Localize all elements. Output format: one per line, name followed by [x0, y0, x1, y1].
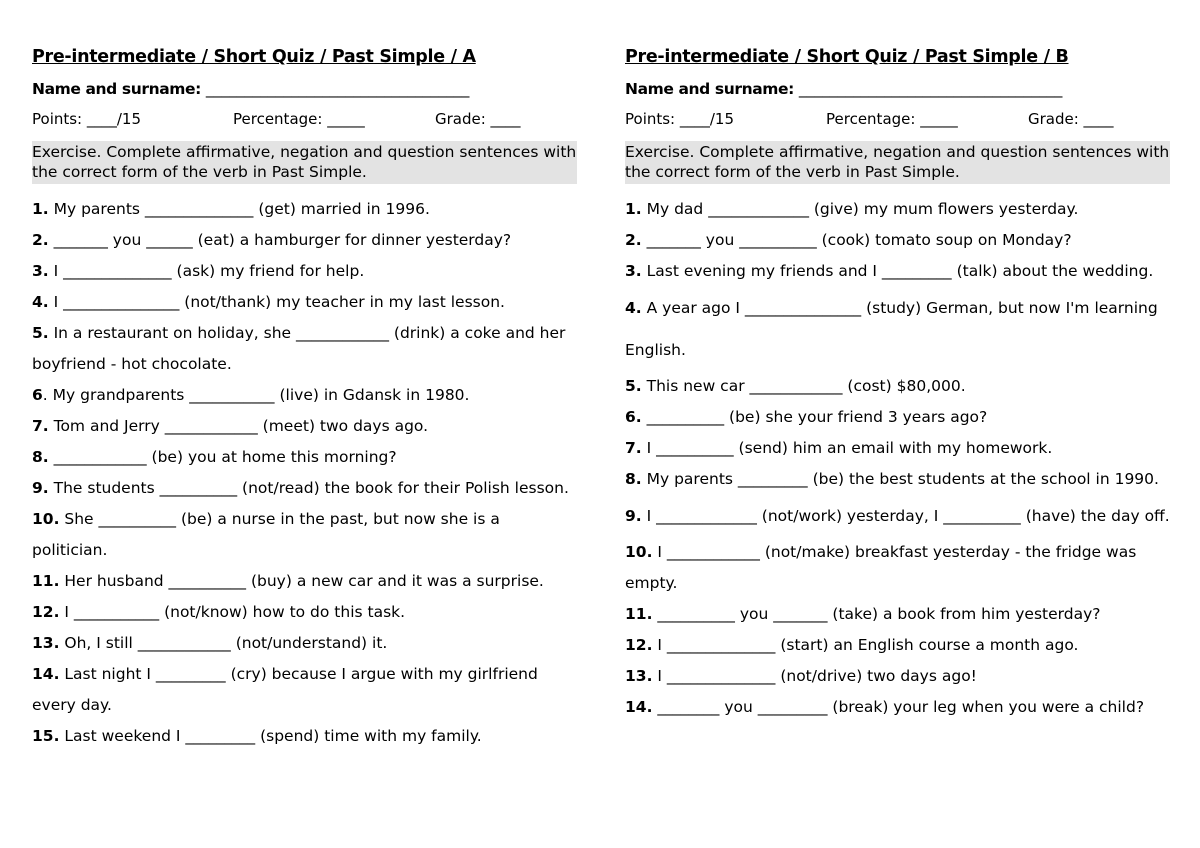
question-text: In a restaurant on holiday, she ____________ (drink) a coke and her boyfriend - hot chocolate. — [32, 324, 566, 373]
question-item — [32, 411, 577, 442]
quiz-b-score-row — [625, 108, 1170, 130]
question-number: 13. — [32, 634, 60, 652]
quiz-a-items — [32, 194, 577, 752]
name-blank[interactable]: __________________________________ — [200, 80, 470, 98]
question-number: 6. — [625, 408, 642, 426]
question-item — [32, 380, 577, 411]
question-text: Last night I _________ (cry) because I argue with my girlfriend every day. — [32, 665, 538, 714]
question-text: I _______________ (not/thank) my teacher in my last lesson. — [48, 293, 505, 311]
question-item — [32, 628, 577, 659]
question-number: 12. — [625, 636, 653, 654]
question-item — [625, 599, 1170, 630]
question-item — [32, 194, 577, 225]
question-item — [625, 661, 1170, 692]
grade-field[interactable]: Grade: ____ — [1028, 110, 1114, 128]
question-text: My parents ______________ (get) married in 1996. — [48, 200, 430, 218]
question-text: Oh, I still ____________ (not/understand) it. — [59, 634, 388, 652]
question-number: 11. — [32, 572, 60, 590]
question-item — [625, 495, 1170, 537]
question-item — [625, 433, 1170, 464]
question-item — [32, 504, 577, 566]
question-text: __________ you _______ (take) a book from him yesterday? — [652, 605, 1101, 623]
quiz-b-instructions: Exercise. Complete affirmative, negation and question sentences with the correct form of the verb in Past Simple. — [625, 141, 1170, 184]
question-number: 14. — [625, 698, 653, 716]
question-text: __________ (be) she your friend 3 years ago? — [641, 408, 988, 426]
question-item — [625, 225, 1170, 256]
name-label: Name and surname: — [32, 80, 201, 98]
question-item — [32, 318, 577, 380]
question-item — [32, 287, 577, 318]
points-field[interactable]: Points: ____/15 — [32, 110, 142, 128]
quiz-a-instructions: Exercise. Complete affirmative, negation and question sentences with the correct form of the verb in Past Simple. — [32, 141, 577, 184]
question-number: 1. — [32, 200, 49, 218]
question-text: I ______________ (not/drive) two days ago! — [652, 667, 977, 685]
name-label: Name and surname: — [625, 80, 794, 98]
question-number: 12. — [32, 603, 60, 621]
question-item — [32, 442, 577, 473]
question-number: 9. — [625, 507, 642, 525]
question-item — [32, 256, 577, 287]
question-item — [625, 256, 1170, 287]
question-number: 4. — [32, 293, 49, 311]
question-item — [32, 225, 577, 256]
question-item — [32, 659, 577, 721]
question-text: This new car ____________ (cost) $80,000. — [641, 377, 966, 395]
question-item — [625, 402, 1170, 433]
question-text: Her husband __________ (buy) a new car and it was a surprise. — [59, 572, 544, 590]
question-text: I ______________ (start) an English course a month ago. — [652, 636, 1079, 654]
question-text: She __________ (be) a nurse in the past, but now she is a politician. — [32, 510, 500, 559]
quiz-a-score-row — [32, 108, 577, 130]
question-number: 2. — [32, 231, 49, 249]
percentage-field[interactable]: Percentage: _____ — [233, 110, 365, 128]
question-number: 7. — [32, 417, 49, 435]
question-number: 5. — [625, 377, 642, 395]
question-number: 4. — [625, 299, 642, 317]
question-item — [32, 721, 577, 752]
question-text: . My grandparents ___________ (live) in Gdansk in 1980. — [42, 386, 470, 404]
question-number: 6 — [32, 386, 43, 404]
question-text: I _____________ (not/work) yesterday, I __________ (have) the day off. — [641, 507, 1170, 525]
question-item — [625, 464, 1170, 495]
quiz-b-title: Pre-intermediate / Short Quiz / Past Simple / B — [625, 47, 1069, 67]
question-number: 15. — [32, 727, 60, 745]
question-item — [32, 597, 577, 628]
question-number: 1. — [625, 200, 642, 218]
question-number: 8. — [32, 448, 49, 466]
question-item — [625, 537, 1170, 599]
quiz-b-items — [625, 194, 1170, 723]
quiz-a-name-row — [32, 78, 577, 100]
quiz-b-name-row — [625, 78, 1170, 100]
question-text: The students __________ (not/read) the book for their Polish lesson. — [48, 479, 569, 497]
question-item — [625, 287, 1170, 371]
question-number: 14. — [32, 665, 60, 683]
question-text: Tom and Jerry ____________ (meet) two days ago. — [48, 417, 429, 435]
question-text: A year ago I _______________ (study) German, but now I'm learning English. — [625, 299, 1158, 359]
question-item — [625, 371, 1170, 402]
question-number: 9. — [32, 479, 49, 497]
question-item — [625, 692, 1170, 723]
question-number: 13. — [625, 667, 653, 685]
question-text: ____________ (be) you at home this morning? — [48, 448, 397, 466]
quiz-a — [32, 44, 577, 752]
question-item — [625, 630, 1170, 661]
question-number: 8. — [625, 470, 642, 488]
quiz-a-title: Pre-intermediate / Short Quiz / Past Simple / A — [32, 47, 476, 67]
question-text: I ______________ (ask) my friend for help. — [48, 262, 365, 280]
question-number: 3. — [32, 262, 49, 280]
question-number: 10. — [32, 510, 60, 528]
question-text: Last evening my friends and I _________ (talk) about the wedding. — [641, 262, 1154, 280]
question-number: 2. — [625, 231, 642, 249]
question-item — [32, 473, 577, 504]
question-text: I ____________ (not/make) breakfast yesterday - the fridge was empty. — [625, 543, 1137, 592]
question-text: _______ you ______ (eat) a hamburger for dinner yesterday? — [48, 231, 512, 249]
question-text: My parents _________ (be) the best students at the school in 1990. — [641, 470, 1159, 488]
question-text: ________ you _________ (break) your leg when you were a child? — [652, 698, 1145, 716]
question-number: 3. — [625, 262, 642, 280]
question-item — [625, 194, 1170, 225]
quiz-b — [625, 44, 1170, 723]
question-text: _______ you __________ (cook) tomato soup on Monday? — [641, 231, 1072, 249]
question-text: Last weekend I _________ (spend) time with my family. — [59, 727, 482, 745]
question-text: I __________ (send) him an email with my homework. — [641, 439, 1053, 457]
question-text: I ___________ (not/know) how to do this task. — [59, 603, 406, 621]
question-text: My dad _____________ (give) my mum flowers yesterday. — [641, 200, 1079, 218]
question-number: 10. — [625, 543, 653, 561]
question-number: 5. — [32, 324, 49, 342]
question-number: 11. — [625, 605, 653, 623]
question-item — [32, 566, 577, 597]
points-field[interactable]: Points: ____/15 — [625, 110, 735, 128]
percentage-field[interactable]: Percentage: _____ — [826, 110, 958, 128]
name-blank[interactable]: __________________________________ — [793, 80, 1063, 98]
question-number: 7. — [625, 439, 642, 457]
grade-field[interactable]: Grade: ____ — [435, 110, 521, 128]
